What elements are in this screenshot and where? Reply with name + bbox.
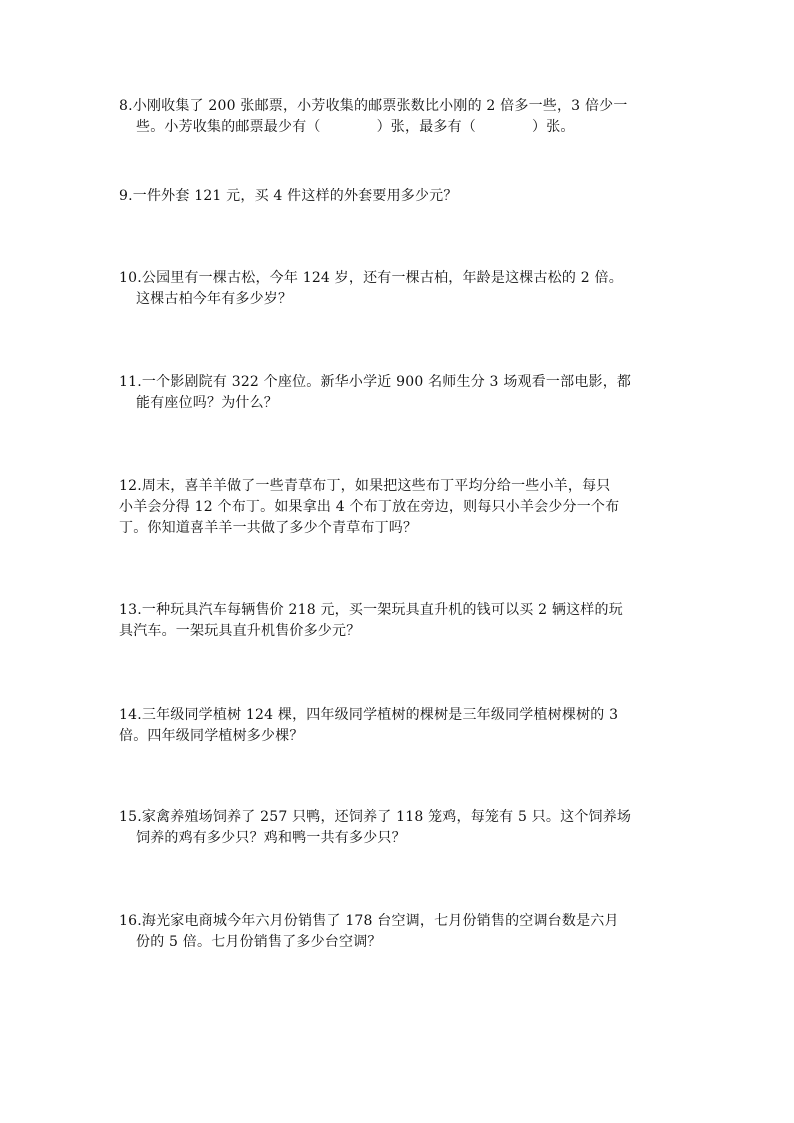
question-text-line: 13.一种玩具汽车每辆售价 218 元，买一架玩具直升机的钱可以买 2 辆这样的玩 — [119, 602, 623, 618]
question-text-segment: ）张，最多有（ — [376, 119, 477, 135]
question-text-line: 倍。四年级同学植树多少棵？ — [119, 728, 304, 744]
question-13 — [119, 600, 679, 642]
question-text-line: 14.三年级同学植树 124 棵，四年级同学植树的棵树是三年级同学植树棵树的 3 — [119, 707, 619, 723]
question-text-line: 16.海光家电商城今年六月份销售了 178 台空调，七月份销售的空调台数是六月 — [119, 913, 619, 929]
question-16 — [119, 911, 679, 953]
question-text-line: 具汽车。一架玩具直升机售价多少元？ — [119, 623, 361, 639]
question-12 — [119, 476, 679, 539]
question-text-line — [119, 117, 679, 138]
question-text-line: 这棵古柏今年有多少岁？ — [136, 291, 293, 307]
question-text-line: 10.公园里有一棵古松，今年 124 岁，还有一棵古柏，年龄是这棵古松的 2 倍。 — [119, 270, 623, 286]
question-10 — [119, 268, 679, 310]
question-text-line: 能有座位吗？为什么？ — [136, 395, 278, 411]
question-15 — [119, 807, 679, 849]
question-text-line: 饲养的鸡有多少只？鸡和鸭一共有多少只？ — [136, 830, 406, 846]
question-14 — [119, 705, 679, 747]
question-text-line: 12.周末，喜羊羊做了一些青草布丁，如果把这些布丁平均分给一些小羊，每只 — [119, 478, 611, 494]
question-text-segment: 些。小芳收集的邮票最少有（ — [136, 119, 321, 135]
question-text-segment: ）张。 — [532, 119, 575, 135]
question-8 — [119, 96, 679, 138]
question-text-line: 份的 5 倍。七月份销售了多少台空调？ — [136, 934, 382, 950]
question-9 — [119, 186, 679, 207]
question-text-line: 9.一件外套 121 元，买 4 件这样的外套要用多少元？ — [119, 188, 458, 204]
question-text-line: 丁。你知道喜羊羊一共做了多少个青草布丁吗？ — [119, 520, 418, 536]
question-text-line: 8.小刚收集了 200 张邮票，小芳收集的邮票张数比小刚的 2 倍多一些，3 倍少一 — [119, 98, 628, 114]
question-text-line: 11.一个影剧院有 322 个座位。新华小学近 900 名师生分 3 场观看一部电影，都 — [119, 374, 632, 390]
question-text-line: 小羊会分得 12 个布丁。如果拿出 4 个布丁放在旁边，则每只小羊会少分一个布 — [119, 499, 620, 515]
question-11 — [119, 372, 679, 414]
question-text-line: 15.家禽养殖场饲养了 257 只鸭，还饲养了 118 笼鸡，每笼有 5 只。这个饲养场 — [119, 809, 632, 825]
